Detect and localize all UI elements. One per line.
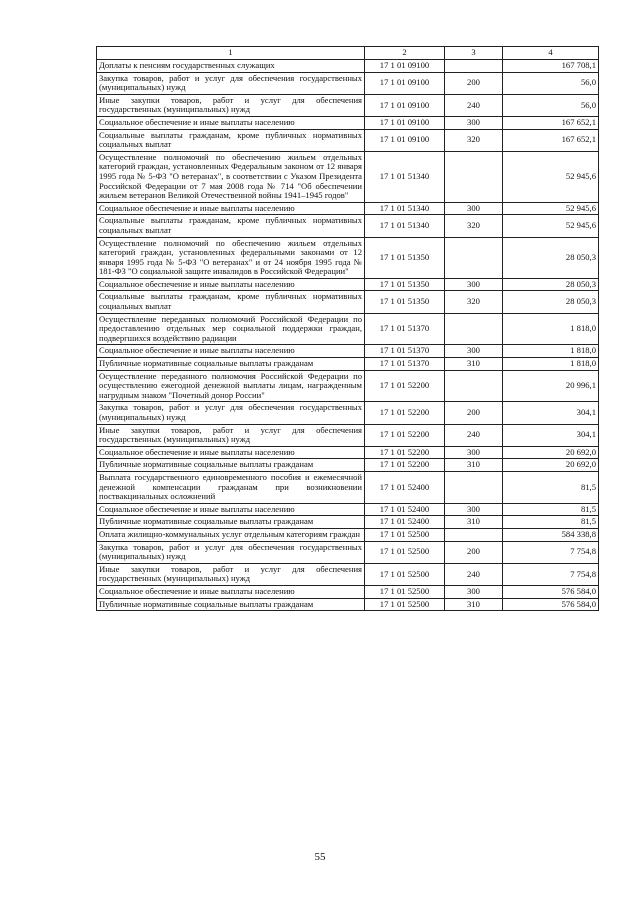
row-code-cell: 17 1 01 52500 [365,528,445,541]
table-row [97,446,599,459]
row-kind-cell: 310 [445,358,503,371]
row-code-cell: 17 1 01 52400 [365,516,445,529]
row-sum-cell: 81,5 [503,471,599,503]
row-code-cell: 17 1 01 52200 [365,424,445,446]
table-header-row [97,47,599,60]
row-code-cell: 17 1 01 52200 [365,446,445,459]
row-sum-cell: 304,1 [503,402,599,424]
row-sum-cell: 56,0 [503,94,599,116]
table-row [97,516,599,529]
table-row [97,459,599,472]
row-kind-cell [445,370,503,402]
row-kind-cell: 240 [445,94,503,116]
row-name-cell: Иные закупки товаров, работ и услуг для обеспечения государственных (муниципальных) нужд [97,424,365,446]
row-code-cell: 17 1 01 51350 [365,237,445,278]
row-sum-cell: 52 945,6 [503,202,599,215]
row-sum-cell: 167 652,1 [503,129,599,151]
row-name-cell: Иные закупки товаров, работ и услуг для обеспечения государственных (муниципальных) нужд [97,563,365,585]
row-sum-cell: 52 945,6 [503,151,599,202]
table-row [97,151,599,202]
table-row [97,313,599,345]
row-code-cell: 17 1 01 52500 [365,563,445,585]
row-kind-cell: 300 [445,202,503,215]
row-sum-cell: 20 996,1 [503,370,599,402]
row-code-cell: 17 1 01 52500 [365,585,445,598]
row-sum-cell: 1 818,0 [503,358,599,371]
row-kind-cell: 300 [445,585,503,598]
table-row [97,370,599,402]
row-kind-cell [445,313,503,345]
row-code-cell: 17 1 01 52400 [365,471,445,503]
table-body [97,60,599,611]
row-name-cell: Осуществление полномочий по обеспечению жильем отдельных категорий граждан, установленных федеральными законами от 12 января 1995 года № 5-ФЗ "О ветеранах" и от 24 ноября 1995 года № 181-ФЗ "О социальной защите инвалидов в Российской Федерации" [97,237,365,278]
table-row [97,563,599,585]
column-header-name: 1 [97,47,365,60]
table-row [97,215,599,237]
row-name-cell: Социальное обеспечение и иные выплаты населению [97,503,365,516]
row-name-cell: Публичные нормативные социальные выплаты гражданам [97,358,365,371]
column-header-sum: 4 [503,47,599,60]
row-code-cell: 17 1 01 52200 [365,370,445,402]
table-row [97,129,599,151]
row-kind-cell: 320 [445,129,503,151]
row-kind-cell: 300 [445,446,503,459]
page-number: 55 [314,851,326,863]
row-name-cell: Публичные нормативные социальные выплаты гражданам [97,459,365,472]
row-name-cell: Социальное обеспечение и иные выплаты населению [97,278,365,291]
row-kind-cell: 300 [445,503,503,516]
row-code-cell: 17 1 01 52200 [365,402,445,424]
row-kind-cell: 240 [445,424,503,446]
table-row [97,116,599,129]
row-sum-cell: 81,5 [503,516,599,529]
row-code-cell: 17 1 01 52400 [365,503,445,516]
row-code-cell: 17 1 01 51350 [365,278,445,291]
table-row [97,585,599,598]
row-kind-cell: 300 [445,116,503,129]
row-name-cell: Доплаты к пенсиям государственных служащих [97,60,365,73]
row-kind-cell: 320 [445,215,503,237]
row-sum-cell: 7 754,8 [503,541,599,563]
row-name-cell: Социальные выплаты гражданам, кроме публичных нормативных социальных выплат [97,129,365,151]
column-header-kind: 3 [445,47,503,60]
table-row [97,503,599,516]
row-name-cell: Социальное обеспечение и иные выплаты населению [97,585,365,598]
row-kind-cell [445,60,503,73]
row-kind-cell: 240 [445,563,503,585]
row-name-cell: Социальные выплаты гражданам, кроме публичных нормативных социальных выплат [97,291,365,313]
row-code-cell: 17 1 01 52200 [365,459,445,472]
row-code-cell: 17 1 01 51350 [365,291,445,313]
row-kind-cell: 200 [445,541,503,563]
row-kind-cell [445,237,503,278]
row-sum-cell: 20 692,0 [503,446,599,459]
table-row [97,424,599,446]
row-sum-cell: 1 818,0 [503,345,599,358]
row-name-cell: Закупка товаров, работ и услуг для обеспечения государственных (муниципальных) нужд [97,402,365,424]
table-row [97,358,599,371]
row-code-cell: 17 1 01 09100 [365,72,445,94]
row-sum-cell: 576 584,0 [503,585,599,598]
row-sum-cell: 28 050,3 [503,237,599,278]
row-kind-cell: 300 [445,345,503,358]
row-code-cell: 17 1 01 51370 [365,345,445,358]
row-kind-cell: 300 [445,278,503,291]
table-row [97,598,599,611]
budget-table [96,46,599,611]
table-row [97,94,599,116]
row-name-cell: Закупка товаров, работ и услуг для обеспечения государственных (муниципальных) нужд [97,541,365,563]
row-sum-cell: 1 818,0 [503,313,599,345]
row-kind-cell [445,471,503,503]
row-kind-cell: 310 [445,459,503,472]
column-header-code: 2 [365,47,445,60]
row-sum-cell: 7 754,8 [503,563,599,585]
row-code-cell: 17 1 01 09100 [365,129,445,151]
row-name-cell: Выплата государственного единовременного пособия и ежемесячной денежной компенсации гражданам при возникновении поствакцинальных осложнений [97,471,365,503]
row-name-cell: Социальные выплаты гражданам, кроме публичных нормативных социальных выплат [97,215,365,237]
row-sum-cell: 28 050,3 [503,291,599,313]
row-kind-cell: 200 [445,402,503,424]
row-name-cell: Осуществление полномочий по обеспечению жильем отдельных категорий граждан, установленных Федеральным законом от 12 января 1995 года № 5-ФЗ "О ветеранах", в соответствии с Указом Президента Российской Федерации от 7 мая 2008 года № 714 "Об обеспечении жильем ветеранов Великой Отечественной войны 1941–1945 годов" [97,151,365,202]
table-row [97,402,599,424]
row-name-cell: Оплата жилищно-коммунальных услуг отдельным категориям граждан [97,528,365,541]
table-row [97,278,599,291]
row-sum-cell: 28 050,3 [503,278,599,291]
row-kind-cell: 200 [445,72,503,94]
table-row [97,60,599,73]
row-name-cell: Осуществление переданного полномочия Российской Федерации по осуществлению ежегодной денежной выплаты лицам, награжденным нагрудным знаком "Почетный донор России" [97,370,365,402]
row-code-cell: 17 1 01 51370 [365,313,445,345]
row-code-cell: 17 1 01 52500 [365,598,445,611]
row-name-cell: Социальное обеспечение и иные выплаты населению [97,345,365,358]
row-code-cell: 17 1 01 09100 [365,60,445,73]
row-name-cell: Социальное обеспечение и иные выплаты населению [97,202,365,215]
table-row [97,471,599,503]
row-code-cell: 17 1 01 52500 [365,541,445,563]
table-row [97,291,599,313]
row-code-cell: 17 1 01 51340 [365,202,445,215]
row-sum-cell: 56,0 [503,72,599,94]
row-sum-cell: 167 652,1 [503,116,599,129]
row-sum-cell: 52 945,6 [503,215,599,237]
row-sum-cell: 576 584,0 [503,598,599,611]
row-name-cell: Социальное обеспечение и иные выплаты населению [97,116,365,129]
table-row [97,72,599,94]
row-name-cell: Осуществление переданных полномочий Российской Федерации по предоставлению отдельных мер социальной поддержки граждан, подвергшихся воздействию радиации [97,313,365,345]
row-sum-cell: 20 692,0 [503,459,599,472]
row-sum-cell: 167 708,1 [503,60,599,73]
row-code-cell: 17 1 01 51370 [365,358,445,371]
row-name-cell: Публичные нормативные социальные выплаты гражданам [97,598,365,611]
row-kind-cell [445,528,503,541]
row-sum-cell: 584 338,8 [503,528,599,541]
row-kind-cell: 310 [445,598,503,611]
table-row [97,528,599,541]
row-kind-cell: 320 [445,291,503,313]
row-name-cell: Иные закупки товаров, работ и услуг для обеспечения государственных (муниципальных) нужд [97,94,365,116]
row-code-cell: 17 1 01 09100 [365,116,445,129]
row-kind-cell: 310 [445,516,503,529]
row-code-cell: 17 1 01 51340 [365,151,445,202]
row-code-cell: 17 1 01 51340 [365,215,445,237]
row-sum-cell: 304,1 [503,424,599,446]
table-row [97,202,599,215]
row-name-cell: Социальное обеспечение и иные выплаты населению [97,446,365,459]
row-name-cell: Публичные нормативные социальные выплаты гражданам [97,516,365,529]
row-kind-cell [445,151,503,202]
table-row [97,541,599,563]
row-code-cell: 17 1 01 09100 [365,94,445,116]
row-sum-cell: 81,5 [503,503,599,516]
row-name-cell: Закупка товаров, работ и услуг для обеспечения государственных (муниципальных) нужд [97,72,365,94]
table-row [97,237,599,278]
table-row [97,345,599,358]
